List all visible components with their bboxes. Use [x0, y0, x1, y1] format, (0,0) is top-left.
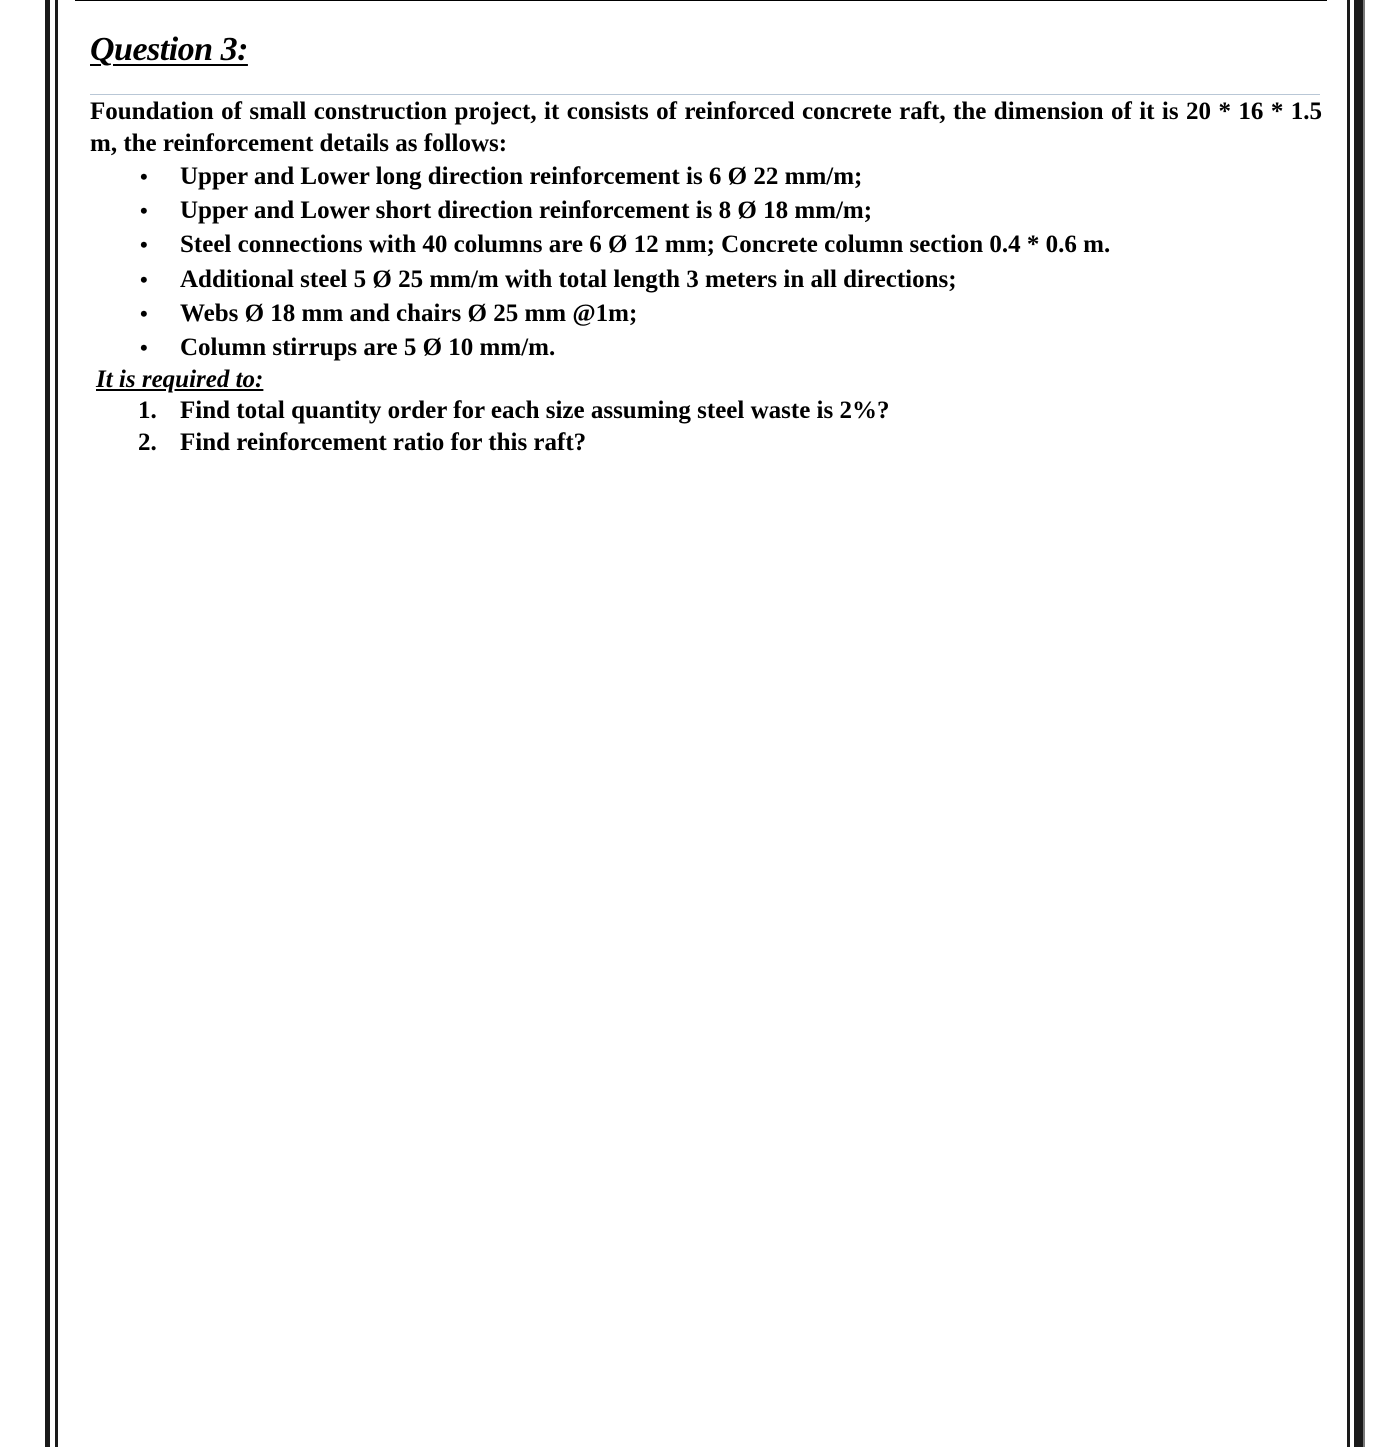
bullet-icon: • — [140, 335, 148, 361]
list-item-text: Webs Ø 18 mm and chairs Ø 25 mm @1m; — [180, 299, 638, 327]
list-item — [90, 160, 1322, 194]
task-text: Find reinforcement ratio for this raft? — [180, 429, 587, 457]
list-item-text: Steel connections with 40 columns are 6 Ø 12 mm; Concrete column section 0.4 * 0.6 m. — [180, 231, 1111, 259]
task-text: Find total quantity order for each size assuming steel waste is 2%? — [180, 397, 890, 425]
bullet-icon: • — [140, 232, 148, 258]
list-item-text: Upper and Lower long direction reinforcement is 6 Ø 22 mm/m; — [180, 163, 863, 190]
list-item-text: Column stirrups are 5 Ø 10 mm/m. — [180, 334, 556, 362]
question-title: Question 3: — [90, 31, 248, 68]
task-item — [90, 395, 1322, 427]
required-heading: It is required to: — [96, 366, 264, 394]
bullet-icon: • — [140, 300, 148, 326]
document-content — [90, 24, 1322, 459]
list-item-text: Upper and Lower short direction reinforcement is 8 Ø 18 mm/m; — [180, 197, 873, 225]
bullet-icon: • — [140, 198, 148, 224]
task-number: 2. — [138, 429, 157, 457]
task-number: 1. — [138, 397, 157, 425]
list-item — [90, 263, 1322, 297]
reinforcement-details-list — [90, 160, 1322, 365]
tasks-list — [90, 395, 1322, 459]
task-item — [90, 427, 1322, 459]
list-item — [90, 194, 1322, 228]
list-item — [90, 228, 1322, 262]
page-border-left-inner — [55, 0, 58, 1447]
page-border-right-outer — [1354, 0, 1363, 1447]
page-top-rule — [75, 0, 1327, 1]
problem-intro: Foundation of small construction project, it consists of reinforced concrete raft, the dimension of it is 20 * 16 * 1.5 m, the reinforcement details as follows: — [90, 98, 1322, 157]
page-border-right-shadow — [1363, 0, 1365, 1447]
bullet-icon: • — [140, 164, 148, 189]
bullet-icon: • — [140, 266, 148, 292]
list-item — [90, 331, 1322, 365]
page-border-right-inner — [1347, 0, 1350, 1447]
list-item — [90, 297, 1322, 331]
page-border-left-outer — [45, 0, 50, 1447]
title-divider — [90, 94, 1320, 95]
list-item-text: Additional steel 5 Ø 25 mm/m with total length 3 meters in all directions; — [180, 265, 957, 293]
